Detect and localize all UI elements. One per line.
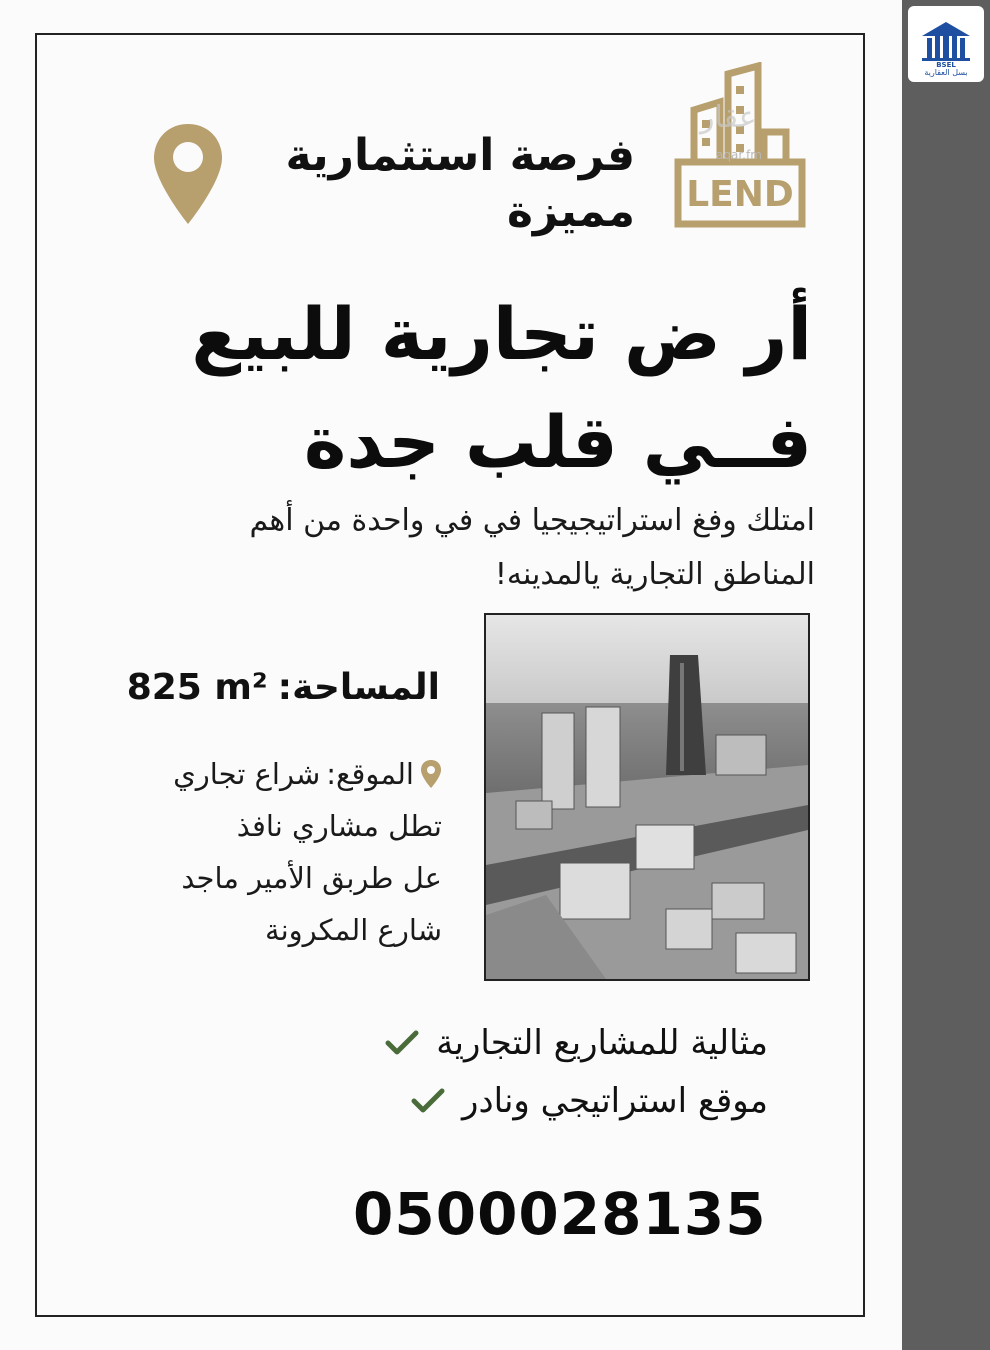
phone-number[interactable]: 0500028135: [353, 1180, 767, 1248]
location-line-3: عل طربق الأمير ماجد: [181, 861, 442, 895]
subtitle: [215, 128, 635, 240]
watermark-domain: aqar.fm: [716, 148, 762, 162]
location-pin-icon: [420, 759, 442, 789]
side-strip: [902, 0, 990, 1350]
brand-logo: [908, 6, 984, 82]
city-photo: [484, 613, 810, 981]
headline-line-2: فــي قلب جدة: [303, 400, 812, 484]
location-line-4: شارع المكرونة: [265, 913, 442, 947]
lend-logo: [672, 62, 808, 230]
area-info: [60, 664, 440, 712]
location-line-2: تطل مشاري نافذ: [236, 809, 442, 843]
watermark: عقار: [700, 100, 757, 135]
check-icon: [384, 1029, 420, 1057]
location-label: الموقع:: [326, 757, 414, 791]
check-icon: [410, 1087, 446, 1115]
logo-text: LEND: [686, 174, 794, 215]
intro-line-1: امتلك وفغ استراتيجيجيا في في واحدة من أهم: [249, 503, 815, 538]
feature-text: موقع استراتيجي ونادر: [462, 1081, 768, 1121]
building-icon: [918, 20, 974, 62]
subtitle-line-1: فرصة استثمارية: [285, 130, 635, 181]
headline-line-1: أر ض تجارية للبيع: [191, 292, 812, 376]
feature-text: مثالية للمشاريع التجارية: [436, 1023, 768, 1063]
feature-item: [268, 1014, 768, 1072]
feature-item: [268, 1072, 768, 1130]
brand-name-ar: بسل العقارية: [924, 68, 968, 78]
subtitle-line-2: مميزة: [506, 186, 635, 237]
brand-name-en: BSEL: [936, 61, 956, 70]
headline: [92, 280, 812, 496]
intro-text: [95, 494, 815, 602]
area-label: المساحة:: [277, 667, 440, 708]
features-list: [268, 1014, 768, 1130]
location-line-primary: [82, 748, 442, 800]
location-info: [82, 748, 442, 956]
city-skyline-image: [486, 615, 808, 979]
intro-line-2: المناطق التجارية يالمدينه!: [494, 557, 815, 592]
location-line-1: شراع تجاري: [173, 757, 321, 791]
area-value: 825 m²: [126, 667, 268, 708]
